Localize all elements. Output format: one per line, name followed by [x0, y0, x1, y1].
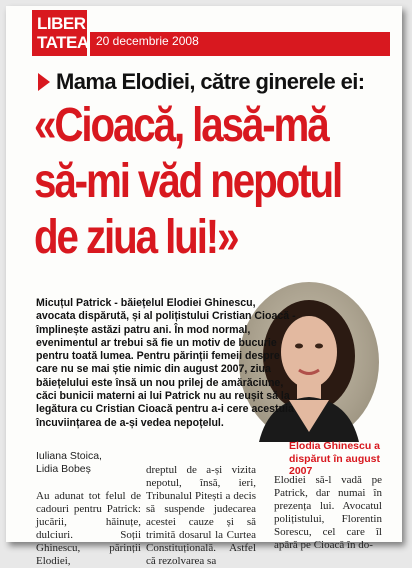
- lead-paragraph: Micuțul Patrick - băiețelul Elodiei Ghinescu, avocata dispărută, și al polițistului Cristian Cioacă - împlinește astăzi patru ani. În mod normal, evenimentul ar trebui să fie un motiv de bucurie pentru toată lumea. Pentru părinții femeii despre care nu se mai știe nimic din august 2007, ziua băiețelului este însă un nou prilej de amărăciune, căci bunicii materni ai lui Patrick nu au reușit să la legătura cu Cristian Cioacă pentru a-i cere acestuia încuviințarea de a-și vedea nepoțelul.: [36, 297, 296, 429]
- liber-tatea-logo: [32, 10, 87, 56]
- kicker-text: Mama Elodiei, către ginerele ei:: [56, 69, 365, 94]
- byline-author-2: Lidia Bobeș: [36, 463, 91, 475]
- caption-line-1: Elodia Ghinescu a: [289, 440, 381, 452]
- body-column-3: Elodiei să-l vadă pe Patrick, dar numai în prezența lui. Avocatul polițistului, Florentin Sorescu, cel care îl apără pe Cioacă în do-: [274, 474, 382, 551]
- body-column-1: Au adunat tot felul de cadouri pentru Patrick: jucării, hăinuțe, dulciuri. Soții Ghinescu, părinții Elodiei,: [36, 490, 141, 567]
- headline-line-3: de ziua lui!»: [34, 211, 238, 264]
- photo-caption: [289, 440, 381, 478]
- logo-line-2: TATEA: [37, 33, 89, 52]
- byline-author-1: Iuliana Stoica,: [36, 450, 102, 462]
- issue-date: 20 decembrie 2008: [96, 34, 199, 48]
- masthead: [6, 6, 402, 60]
- arrow-right-icon: [38, 73, 50, 91]
- body-column-2: dreptul de a-și vizita nepotul, însă, ieri, Tribunalul Pitești a decis să suspende judecarea acestei cauze și să trimită dosarul la Curtea Constituțională. Astfel că rezolvarea sa: [146, 464, 256, 567]
- caption-line-2: dispărut în august 2007: [289, 452, 381, 477]
- newspaper-page: [6, 6, 402, 567]
- logo-line-1: LIBER: [37, 14, 86, 33]
- headline-line-2: să-mi văd nepotul: [34, 155, 342, 208]
- byline: [36, 450, 136, 476]
- kicker-line: [38, 69, 364, 95]
- headline: [34, 98, 341, 266]
- headline-line-1: «Cioacă, lasă-mă: [34, 99, 328, 152]
